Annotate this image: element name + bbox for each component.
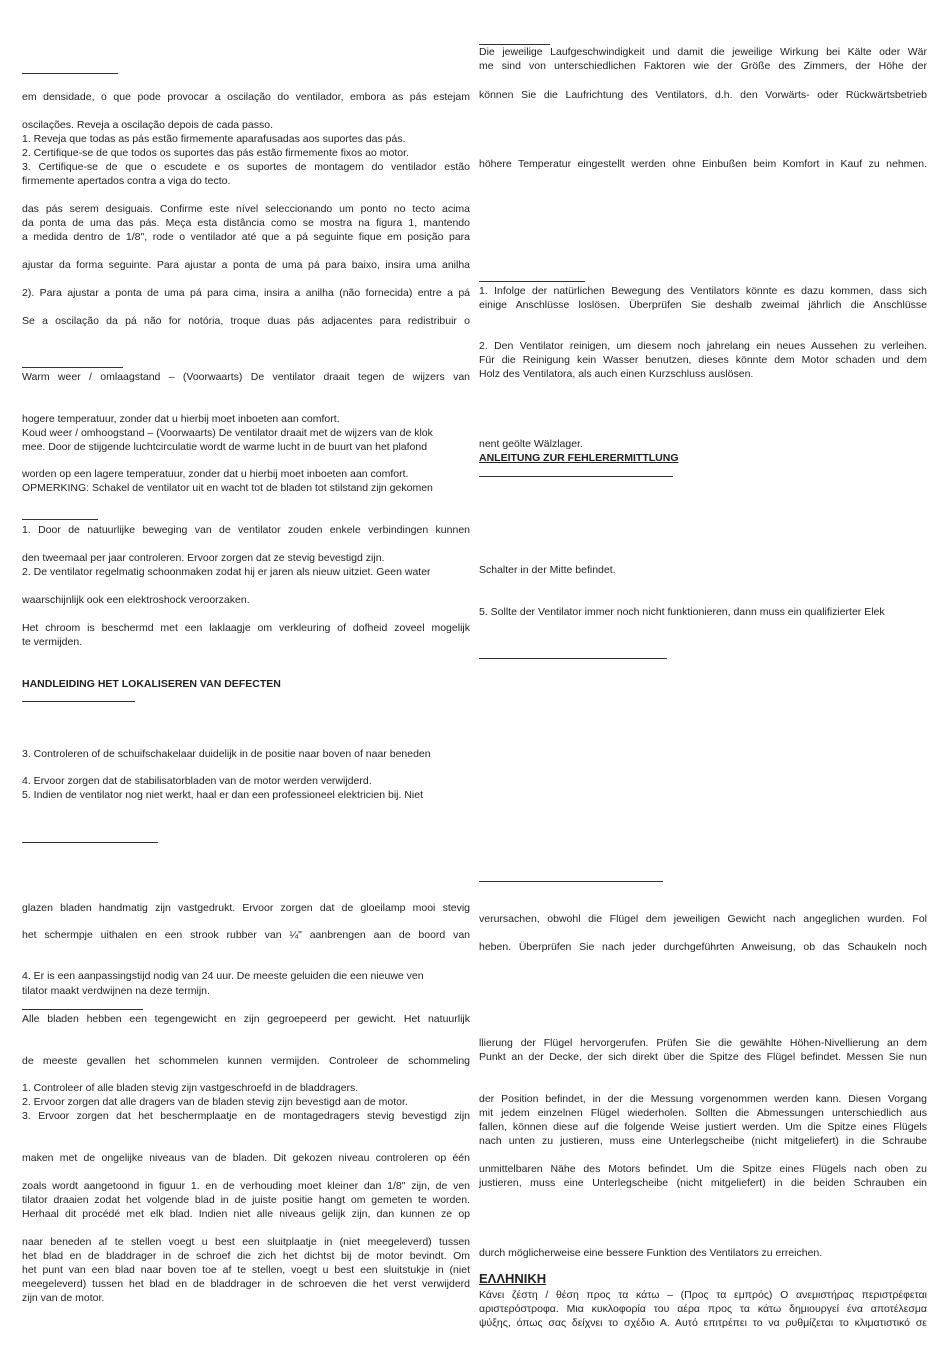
text-line: het blad en de bladdrager in de schroef die zich het dichtst bij de motor bevindt. Om [22,1250,470,1262]
text-line: 5. Sollte der Ventilator immer noch nicht funktionieren, dann muss ein qualifizierter Elek [479,606,885,618]
text-line: oscilações. Reveja a oscilação depois de cada passo. [22,119,273,131]
text-line: Koud weer / omhoogstand – (Voorwaarts) De ventilator draait met de wijzers van de klok [22,427,433,439]
text-line: Het chroom is beschermd met een laklaagje om verkleuring of dofheid zoveel mogelijk [22,622,470,634]
text-line: den tweemaal per jaar controleren. Ervoor zorgen dat ze stevig bevestigd zijn. [22,552,385,564]
text-line: Κάνει ζέστη / θέση προς τα κάτω – (Προς τα εμπρός) Ο ανεμιστήρας περιστρέφεται [479,1289,927,1301]
text-line: zoals wordt aangetoond in figuur 1. en de verhouding moet kleiner dan 1/8" zijn, de ven [22,1180,470,1192]
text-line: 1. Infolge der natürlichen Bewegung des Ventilators könnte es dazu kommen, dass sich [479,285,927,297]
text-line: 4. Er is een aanpassingstijd nodig van 24 uur. De meeste geluiden die een nieuwe ven [22,970,424,982]
text-line: a medida dentro de 1/8", rode o ventilador até que a pá seguinte fique em posição para [22,231,470,243]
text-line: 2). Para ajustar a ponta de uma pá para cima, insira a anilha (não fornecida) entre a pá [22,287,470,299]
text-line: 1. Door de natuurlijke beweging van de ventilator zouden enkele verbindingen kunnen [22,524,470,536]
text-line: me sind von unterschiedlichen Faktoren wie der Größe des Zimmers, der Höhe der [479,60,927,72]
text-line: Se a oscilação da pá não for notória, troque duas pás adjacentes para redistribuir o [22,315,470,327]
text-line: het schermpje uithalen en een strook rubber van ¼" aanbrengen aan de boord van [22,929,470,941]
text-line: maken met de ongelijke niveaus van de bladen. Dit gekozen niveau controleren op één [22,1152,470,1164]
text-line: llierung der Flügel hervorgerufen. Prüfen Sie die gewählte Höhen-Nivellierung an dem [479,1037,927,1049]
section-rule [22,519,98,520]
text-line: justieren, muss eine Unterlegscheibe (nicht mitgeliefert) in die beiden Schrauben ein [479,1177,927,1189]
text-line: mee. Door de stijgende luchtcirculatie wordt de warme lucht in de buurt van het plafond [22,441,428,453]
text-line: 1. Controleer of alle bladen stevig zijn vastgeschroefd in de bladdragers. [22,1082,359,1094]
text-line: de meeste gevallen het schommelen kunnen vermijden. Controleer de schommeling [22,1055,470,1067]
text-line: te vermijden. [22,636,83,648]
text-line: verursachen, obwohl die Flügel dem jeweiligen Gewicht nach angeglichen wurden. Fol [479,913,927,925]
text-line: 2. Certifique-se de que todos os suportes das pás estão firmemente fixos ao motor. [22,147,409,159]
text-line: Die jeweilige Laufgeschwindigkeit und damit die jeweilige Wirkung bei Kälte oder Wär [479,46,927,58]
section-heading: HANDLEIDING HET LOKALISEREN VAN DEFECTEN [22,678,281,690]
text-line: da ponta de uma das pás. Meça esta distância como se mostra na figura 1, mantendo [22,217,470,229]
text-line: 4. Ervoor zorgen dat de stabilisatorbladen van de motor werden verwijderd. [22,775,372,787]
text-line: das pás serem desiguais. Confirme este nível seleccionando um ponto no tecto acima [22,203,470,215]
text-line: het punt van een blad naar boven toe af te stellen, voegt u best een sluitstukje in (niet [22,1264,470,1276]
text-line: 1. Reveja que todas as pás estão firmemente aparafusadas aos suportes das pás. [22,133,406,145]
text-line: durch möglicherweise eine bessere Funktion des Ventilators zu erreichen. [479,1247,823,1259]
section-rule [22,1009,143,1010]
section-rule [22,73,118,74]
text-line: 3. Controleren of de schuifschakelaar duidelijk in de positie naar boven of naar beneden [22,748,431,760]
text-line: Für die Reinigung kein Wasser benutzen, dieses könnte dem Motor schaden und dem [479,354,927,366]
text-line: der Position befindet, in der die Messung vorgenommen werden kann. Diesen Vorgang [479,1093,927,1105]
text-line: Holz des Ventilatora, als auch einen Kurzschluss auslösen. [479,368,754,380]
text-line: em densidade, o que pode provocar a oscilação do ventilador, embora as pás estejam [22,91,470,103]
text-line: tilator maakt verdwijnen na deze termijn. [22,985,210,997]
text-line: zijn van de motor. [22,1292,105,1304]
section-rule [479,476,673,477]
section-rule [22,842,158,843]
section-heading: ANLEITUNG ZUR FEHLERERMITTLUNG [479,452,679,464]
text-line: 2. De ventilator regelmatig schoonmaken zodat hij er jaren als nieuw uitziet. Geen water [22,566,431,578]
section-rule [479,281,585,282]
text-line: 3. Ervoor zorgen dat het beschermplaatje en de montagedragers stevig bevestigd zijn [22,1110,470,1122]
text-line: heben. Überprüfen Sie nach jeder durchgeführten Anweisung, ob das Schaukeln noch [479,941,927,953]
text-line: nach unten zu justieren, muss eine Unterlegscheibe (nicht mitgeliefert) in die Schraube [479,1135,927,1147]
text-line: worden op een lagere temperatuur, zonder dat u hierbij moet inboeten aan comfort. [22,468,409,480]
text-line: 3. Certifique-se de que o escudete e os suportes de montagem do ventilador estão [22,161,470,173]
text-line: αριστερόστροφα. Μια κυκλοφορία του αέρα προς τα κάτω δημιουργεί ένα αποτέλεσμα [479,1303,927,1315]
text-line: Warm weer / omlaagstand – (Voorwaarts) De ventilator draait tegen de wijzers van [22,371,470,383]
text-line: 2. Den Ventilator reinigen, um diesem noch jahrelang ein neues Aussehen zu verleihen. [479,340,927,352]
text-line: höhere Temperatur eingestellt werden ohne Einbußen beim Komfort in Kauf zu nehmen. [479,158,927,170]
section-rule [479,658,667,659]
text-line: waarschijnlijk ook een elektroshock veroorzaken. [22,594,250,606]
text-line: ψύξης, όπως σας δείχνει το σχέδιο Α. Αυτό επιτρέπει το να ρυθμίζεται το κλιματιστικό σε [479,1317,927,1329]
text-line: naar beneden af te stellen voegt u best een sluitplaatje in (niet meegeleverd) tussen [22,1236,470,1248]
text-line: Punkt an der Decke, der sich direkt über die Spitze des Flügel befindet. Messen Sie nun [479,1051,927,1063]
text-line: Herhaal dit procédé met elk blad. Indien niet alle niveaus gelijk zijn, dan kunnen ze op [22,1208,470,1220]
section-rule [479,881,663,882]
text-line: nent geölte Wälzlager. [479,438,583,450]
section-heading-greek: ΕΛΛΗΝΙΚΗ [479,1272,547,1286]
text-line: OPMERKING: Schakel de ventilator uit en wacht tot de bladen tot stilstand zijn gekomen [22,482,433,494]
text-line: ajustar da forma seguinte. Para ajustar a ponta de uma pá para baixo, insira uma anilha [22,259,470,271]
text-line: hogere temperatuur, zonder dat u hierbij moet inboeten aan comfort. [22,413,340,425]
text-line: Alle bladen hebben een tegengewicht en zijn gegroepeerd per gewicht. Het natuurlijk [22,1013,470,1025]
text-line: meegeleverd) tussen het blad en de bladdrager in de schroeven die het verst verwijderd [22,1278,470,1290]
text-line: mit jedem einzelnen Flügel wiederholen. Sollten die Abmessungen unterschiedlich aus [479,1107,927,1119]
text-line: können Sie die Laufrichtung des Ventilators, d.h. den Vorwärts- oder Rückwärtsbetrieb [479,89,927,101]
text-line: firmemente apertados contra a viga do tecto. [22,175,231,187]
section-rule [22,367,123,368]
text-line: tilator draaien zodat het volgende blad in de juiste positie hangt om gemeten te worden. [22,1194,470,1206]
text-line: 5. Indien de ventilator nog niet werkt, haal er dan een professioneel elektricien bij. Niet [22,789,423,801]
section-rule [22,701,135,702]
text-line: fallen, können diese auf die folgende Weise justiert werden. Um die Spitze eines Flügels [479,1121,927,1133]
text-line: unmittelbaren Nähe des Motors befindet. Um die Spitze eines Flügels nach oben zu [479,1163,927,1175]
text-line: 2. Ervoor zorgen dat alle dragers van de bladen stevig zijn bevestigd aan de motor. [22,1096,408,1108]
text-line: glazen bladen handmatig zijn vastgedrukt. Ervoor zorgen dat de gloeilamp mooi stevig [22,902,470,914]
text-line: Schalter in der Mitte befindet. [479,564,616,576]
text-line: einige Anschlüsse loslösen. Überprüfen Sie deshalb zweimal jährlich die Anschlüsse [479,299,927,311]
